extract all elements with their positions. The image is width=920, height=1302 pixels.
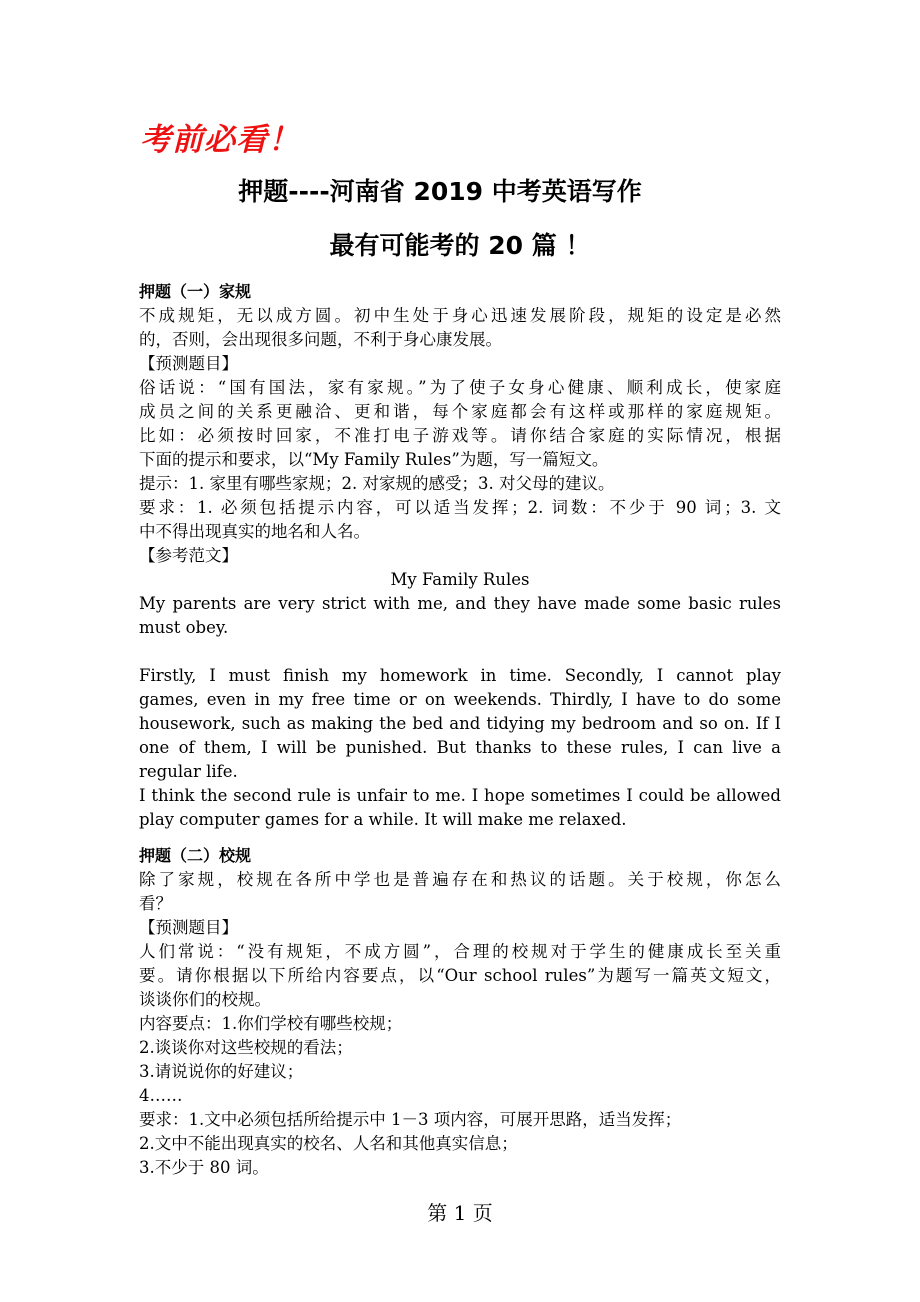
paragraph-line: 3.请说说你的好建议； xyxy=(139,1062,304,1081)
document-body xyxy=(139,280,781,1180)
essay-line: games, even in my free time or on weekends. Thirdly, I have to do some xyxy=(139,690,781,709)
paragraph-line: 3.不少于 80 词。 xyxy=(139,1158,269,1177)
paragraph-line: 比如：必须按时回家，不准打电子游戏等。请你结合家庭的实际情况，根据 xyxy=(139,426,781,445)
document-subtitle: 最有可能考的 20 篇 ！ xyxy=(329,231,591,260)
paragraph-line: 除了家规，校规在各所中学也是普遍存在和热议的话题。关于校规，你怎么 xyxy=(139,870,781,889)
section-heading: 押题（一）家规 xyxy=(139,282,252,301)
essay-line: play computer games for a while. It will make me relaxed. xyxy=(139,810,627,829)
label-predict: 【预测题目】 xyxy=(139,354,238,373)
essay-line: Firstly, I must finish my homework in time. Secondly, I cannot play xyxy=(139,666,781,685)
paragraph-line: 成员之间的关系更融洽、更和谐，每个家庭都会有这样或那样的家庭规矩。 xyxy=(139,402,781,421)
paragraph-line: 不成规矩，无以成方圆。初中生处于身心迅速发展阶段，规矩的设定是必然 xyxy=(139,306,781,325)
paragraph-line: 内容要点：1.你们学校有哪些校规； xyxy=(139,1014,403,1033)
paragraph-line: 谈谈你们的校规。 xyxy=(139,990,271,1009)
paragraph-line: 要。请你根据以下所给内容要点，以“Our school rules”为题写一篇英文短文， xyxy=(139,966,781,985)
paragraph-line: 提示：1. 家里有哪些家规；2. 对家规的感受；3. 对父母的建议。 xyxy=(139,474,615,493)
paragraph-line: 2.谈谈你对这些校规的看法； xyxy=(139,1038,353,1057)
paragraph-line: 人们常说：“没有规矩，不成方圆”，合理的校规对于学生的健康成长至关重 xyxy=(139,942,781,961)
document-title: 押题----河南省 2019 中考英语写作 xyxy=(238,177,642,206)
paragraph-line: 2.文中不能出现真实的校名、人名和其他真实信息； xyxy=(139,1134,518,1153)
page-number: 第 1 页 xyxy=(427,1201,493,1225)
paragraph-line: 要求：1.文中必须包括所给提示中 1－3 项内容，可展开思路，适当发挥； xyxy=(139,1110,682,1129)
paragraph-line: 要求：1. 必须包括提示内容，可以适当发挥；2. 词数：不少于 90 词；3. 文 xyxy=(139,498,781,517)
essay-line: My parents are very strict with me, and they have made some basic rules xyxy=(139,594,781,613)
paragraph-line: 中不得出现真实的地名和人名。 xyxy=(139,522,370,541)
paragraph-line: 4…… xyxy=(139,1086,183,1105)
section-heading: 押题（二）校规 xyxy=(139,846,252,865)
paragraph-line: 的，否则，会出现很多问题，不利于身心康发展。 xyxy=(139,330,502,349)
essay-line: I think the second rule is unfair to me. I hope sometimes I could be allowed xyxy=(139,786,781,805)
essay-title: My Family Rules xyxy=(390,570,530,589)
essay-line: regular life. xyxy=(139,762,238,781)
essay-line: one of them, I will be punished. But thanks to these rules, I can live a xyxy=(139,738,781,757)
banner-must-read: 考前必看！ xyxy=(140,122,300,158)
paragraph-line: 看？ xyxy=(139,894,172,913)
essay-line: must obey. xyxy=(139,618,229,637)
paragraph-line: 俗话说：“国有国法，家有家规。”为了使子女身心健康、顺利成长，使家庭 xyxy=(139,378,781,397)
label-sample: 【参考范文】 xyxy=(139,546,238,565)
essay-line: housework, such as making the bed and tidying my bedroom and so on. If I xyxy=(139,714,781,733)
label-predict: 【预测题目】 xyxy=(139,918,238,937)
paragraph-line: 下面的提示和要求，以“My Family Rules”为题，写一篇短文。 xyxy=(139,450,609,469)
